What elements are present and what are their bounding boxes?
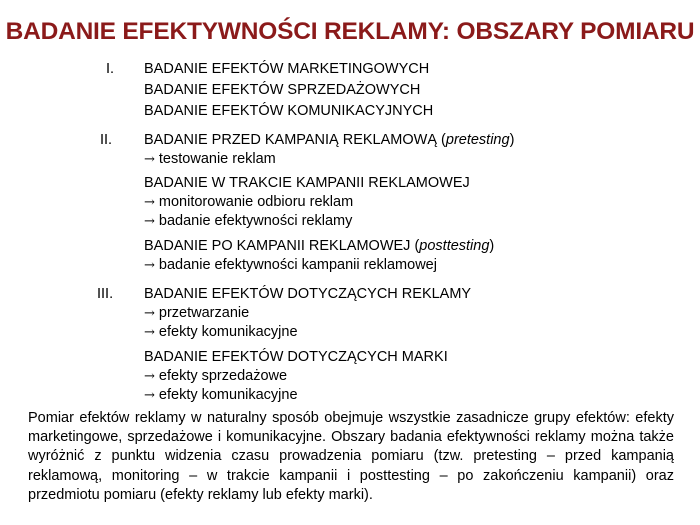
section-1-line: BADANIE EFEKTÓW SPRZEDAŻOWYCH [144, 82, 421, 98]
section-1-numeral: I. [106, 61, 115, 77]
list-item: → badanie efektywności reklamy [144, 213, 353, 229]
arrow-icon: → [144, 258, 155, 273]
list-item: → przetwarzanie [144, 305, 250, 321]
list-item: → efekty komunikacyjne [144, 324, 298, 340]
arrow-icon: → [144, 195, 155, 210]
section-2-numeral: II. [100, 132, 113, 148]
list-item: → testowanie reklam [144, 151, 276, 167]
list-item: → monitorowanie odbioru reklam [144, 194, 354, 210]
arrow-icon: → [144, 152, 155, 167]
arrow-icon: → [144, 388, 155, 403]
section-2-block-1-heading: BADANIE PRZED KAMPANIĄ REKLAMOWĄ (pretesting) [144, 132, 515, 148]
section-1-line: BADANIE EFEKTÓW MARKETINGOWYCH [144, 61, 430, 77]
section-2-block-2-heading: BADANIE W TRAKCIE KAMPANII REKLAMOWEJ [144, 175, 470, 191]
section-3-block-1-heading: BADANIE EFEKTÓW DOTYCZĄCYCH REKLAMY [144, 286, 472, 302]
page-title: BADANIE EFEKTYWNOŚCI REKLAMY: OBSZARY POMIARU [5, 18, 695, 45]
section-1-line: BADANIE EFEKTÓW KOMUNIKACYJNYCH [144, 103, 434, 119]
list-item: → efekty komunikacyjne [144, 387, 298, 403]
section-3-block-2-heading: BADANIE EFEKTÓW DOTYCZĄCYCH MARKI [144, 349, 448, 365]
arrow-icon: → [144, 214, 155, 229]
list-item: → efekty sprzedażowe [144, 368, 288, 384]
arrow-icon: → [144, 306, 155, 321]
section-2-block-3-heading: BADANIE PO KAMPANII REKLAMOWEJ (posttesting) [144, 238, 495, 254]
summary-paragraph: Pomiar efektów reklamy w naturalny sposób obejmuje wszystkie zasadnicze grupy efektów: efekty marketingowe, sprzedażowe i komunikacyjne. Obszary badania efektywności reklamy można także wyróżnić z punktu widzenia czasu prowadzenia pomiaru (tzw. pretesting – przed kampanią reklamową, monitoring – w trakcie kampanii i posttesting – po zakończeniu kampanii) oraz przedmiotu pomiaru (efekty reklamy lub efekty marki). [28, 410, 674, 503]
list-item: → badanie efektywności kampanii reklamowej [144, 257, 437, 273]
arrow-icon: → [144, 325, 155, 340]
arrow-icon: → [144, 369, 155, 384]
section-3-numeral: III. [97, 286, 114, 302]
